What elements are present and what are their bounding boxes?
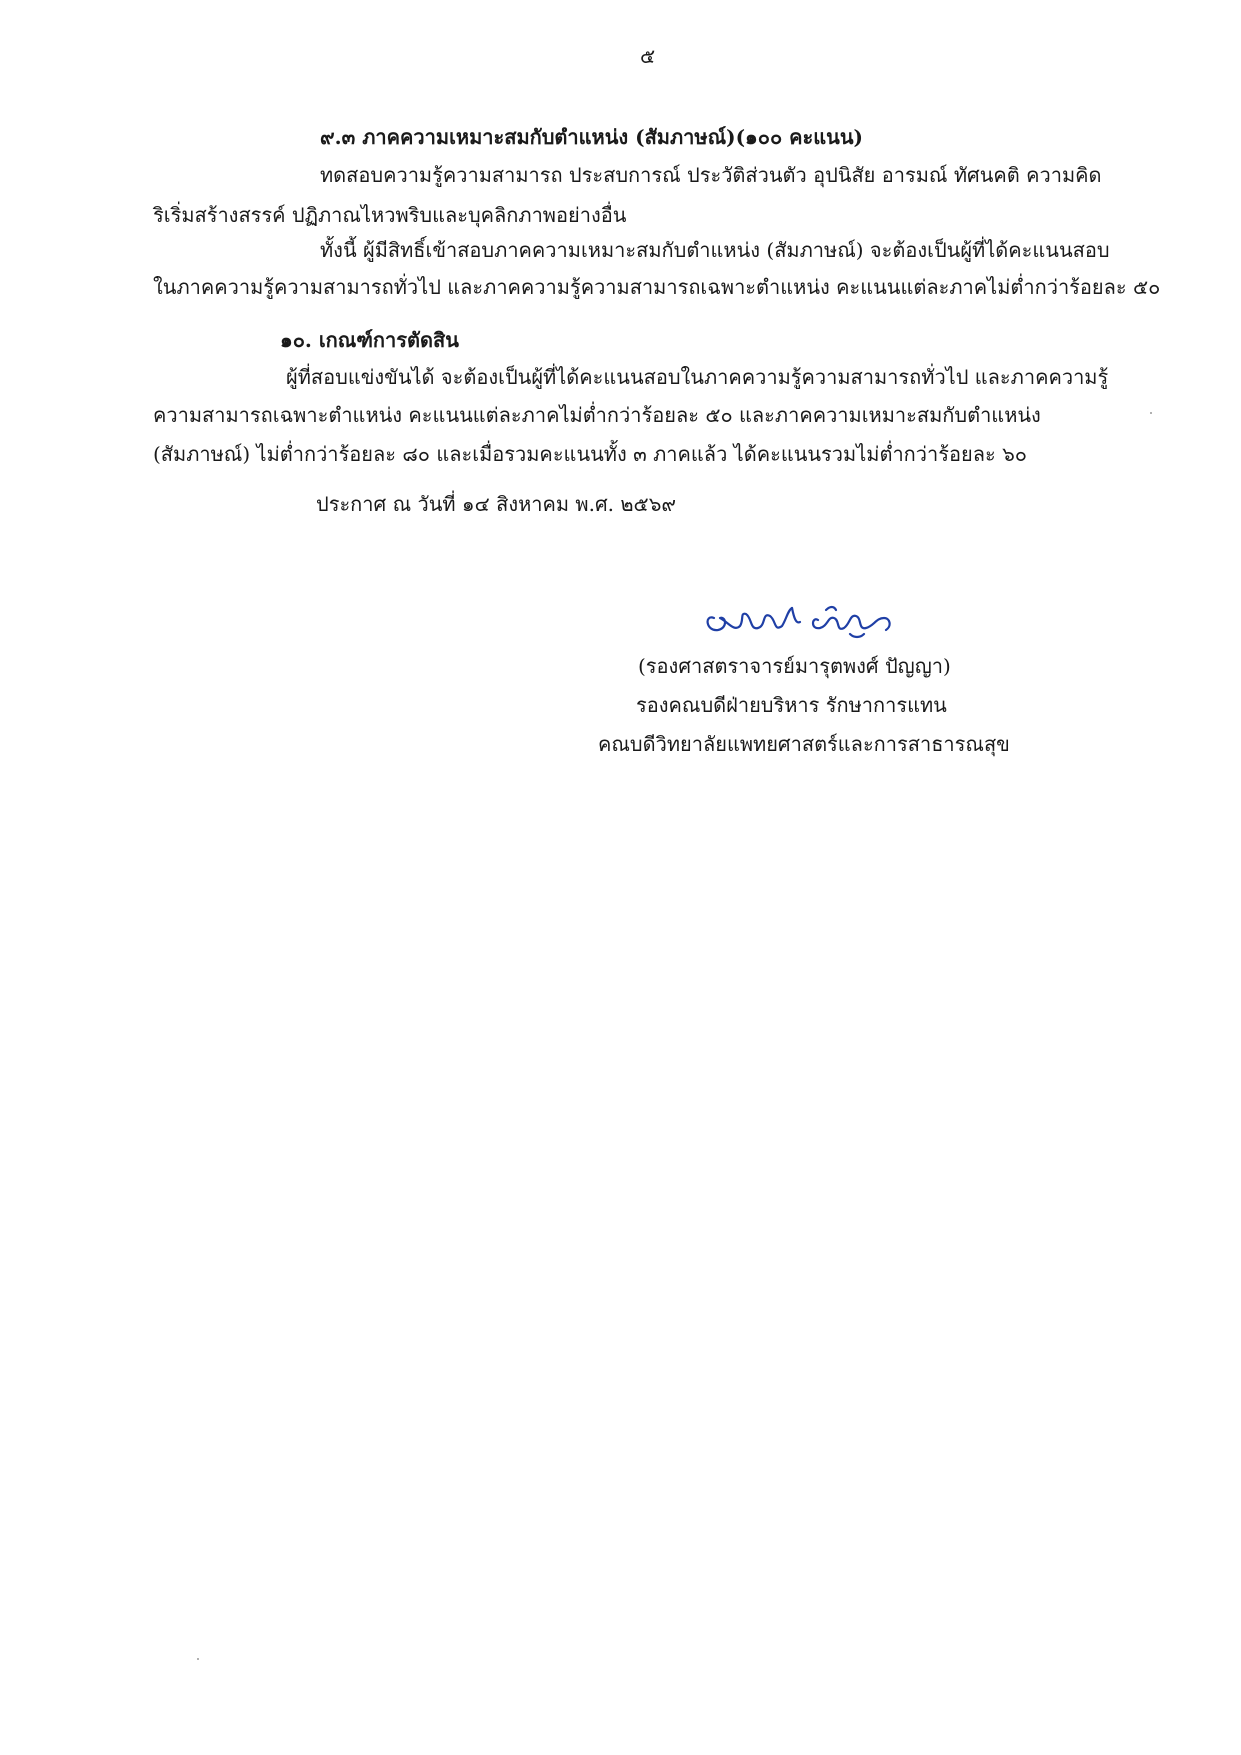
section-9-3-paragraph-2-line-1: ทั้งนี้ ผู้มีสิทธิ์เข้าสอบภาคความเหมาะสมกับตำแหน่ง (สัมภาษณ์) จะต้องเป็นผู้ที่ได้คะแนนสอบ (320, 238, 1110, 262)
signer-position: รองคณบดีฝ่ายบริหาร รักษาการแทน (636, 693, 947, 717)
section-10-line-2: ความสามารถเฉพาะตำแหน่ง คะแนนแต่ละภาคไม่ต่ำกว่าร้อยละ ๕๐ และภาคความเหมาะสมกับตำแหน่ง (153, 403, 1041, 427)
page-number: ๕ (640, 44, 656, 68)
scan-speck (197, 1658, 199, 1660)
section-9-3-paragraph-1-line-2: ริเริ่มสร้างสรรค์ ปฏิภาณไหวพริบและบุคลิกภาพอย่างอื่น (153, 203, 627, 227)
section-10-heading: ๑๐. เกณฑ์การตัดสิน (280, 328, 459, 352)
scan-speck (1150, 412, 1152, 414)
section-9-3-heading: ๙.๓ ภาคความเหมาะสมกับตำแหน่ง (สัมภาษณ์)(๑๐๐ คะแนน) (320, 125, 863, 149)
announcement-date: ประกาศ ณ วันที่ ๑๔ สิงหาคม พ.ศ. ๒๕๖๙ (316, 492, 677, 516)
section-9-3-paragraph-2-line-2: ในภาคความรู้ความสามารถทั่วไป และภาคความรู้ความสามารถเฉพาะตำแหน่ง คะแนนแต่ละภาคไม่ต่ำกว่าร้อยละ ๕๐ (153, 275, 1161, 299)
handwritten-signature (700, 588, 910, 648)
signer-name: (รองศาสตราจารย์มารุตพงศ์ ปัญญา) (638, 654, 951, 678)
section-9-3-paragraph-1-line-1: ทดสอบความรู้ความสามารถ ประสบการณ์ ประวัติส่วนตัว อุปนิสัย อารมณ์ ทัศนคติ ความคิด (320, 163, 1102, 187)
section-10-line-1: ผู้ที่สอบแข่งขันได้ จะต้องเป็นผู้ที่ได้คะแนนสอบในภาคความรู้ความสามารถทั่วไป และภาคความรู้ (286, 365, 1109, 389)
signer-organization: คณบดีวิทยาลัยแพทยศาสตร์และการสาธารณสุข (598, 732, 1010, 756)
section-10-line-3: (สัมภาษณ์) ไม่ต่ำกว่าร้อยละ ๘๐ และเมื่อรวมคะแนนทั้ง ๓ ภาคแล้ว ได้คะแนนรวมไม่ต่ำกว่าร้อยละ ๖๐ (153, 442, 1027, 466)
